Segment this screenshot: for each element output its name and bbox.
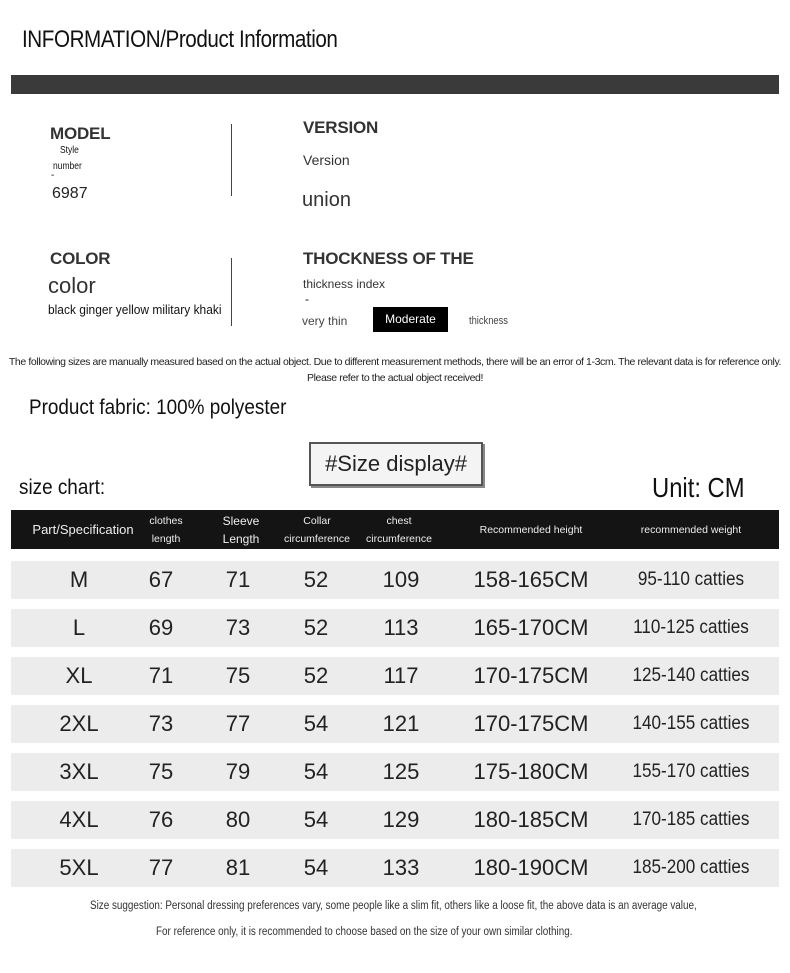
header-collar-circumference: Collar circumference xyxy=(284,514,350,545)
cell-weight: 110-125 catties xyxy=(633,617,749,638)
header-recommended-height: Recommended height xyxy=(479,523,583,536)
cell-weight: 185-200 catties xyxy=(632,857,750,878)
table-row xyxy=(11,801,779,839)
table-row xyxy=(11,561,779,599)
cell-size: XL xyxy=(65,663,93,688)
table-row xyxy=(11,657,779,695)
cell-chest: 109 xyxy=(382,567,420,592)
cell-height: 165-170CM xyxy=(473,615,589,640)
thickness-dash: - xyxy=(305,292,309,306)
size-chart-label: size chart: xyxy=(19,476,106,499)
divider-line xyxy=(231,124,232,196)
cell-sleeve-length: 75 xyxy=(225,663,251,688)
cell-collar: 54 xyxy=(303,855,329,880)
cell-height: 158-165CM xyxy=(473,567,589,592)
thickness-option-thickness: thickness xyxy=(469,315,508,327)
version-heading: VERSION xyxy=(303,118,379,137)
cell-height: 180-190CM xyxy=(473,855,589,880)
model-heading: MODEL xyxy=(50,124,111,143)
cell-size: 5XL xyxy=(59,855,99,880)
cell-weight: 125-140 catties xyxy=(632,665,750,686)
cell-weight: 140-155 catties xyxy=(632,713,750,734)
cell-size: 3XL xyxy=(59,759,99,784)
thickness-heading: THOCKNESS OF THE xyxy=(303,249,474,268)
size-suggestion-line1: Size suggestion: Personal dressing preferences vary, some people like a slim fit, others like a loose fit, the above data is an average value, xyxy=(90,900,697,912)
cell-height: 170-175CM xyxy=(473,711,589,736)
header-sleeve-length: Sleeve Length xyxy=(222,513,260,546)
cell-sleeve-length: 77 xyxy=(225,711,251,736)
size-table-header xyxy=(11,510,779,549)
cell-collar: 54 xyxy=(303,807,329,832)
header-clothes-length: clothes length xyxy=(149,514,183,545)
cell-sleeve-length: 71 xyxy=(225,567,251,592)
cell-sleeve-length: 79 xyxy=(225,759,251,784)
size-suggestion-line2: For reference only, it is recommended to choose based on the size of your own similar clothing. xyxy=(156,926,573,938)
cell-collar: 52 xyxy=(303,567,329,592)
cell-clothes-length: 73 xyxy=(148,711,174,736)
cell-weight: 170-185 catties xyxy=(632,809,750,830)
cell-collar: 52 xyxy=(303,615,329,640)
cell-chest: 133 xyxy=(382,855,420,880)
cell-collar: 54 xyxy=(303,711,329,736)
cell-collar: 52 xyxy=(303,663,329,688)
page-title: INFORMATION/Product Information xyxy=(22,26,338,53)
thickness-subheading: thickness index xyxy=(303,277,386,291)
cell-clothes-length: 76 xyxy=(148,807,174,832)
table-row xyxy=(11,849,779,887)
divider-line xyxy=(231,258,232,326)
version-value: union xyxy=(302,189,351,211)
cell-size: 2XL xyxy=(59,711,99,736)
table-row xyxy=(11,609,779,647)
cell-weight: 95-110 catties xyxy=(637,569,745,590)
cell-clothes-length: 75 xyxy=(148,759,174,784)
cell-chest: 117 xyxy=(383,663,419,688)
cell-sleeve-length: 81 xyxy=(225,855,251,880)
model-value: 6987 xyxy=(52,185,88,202)
size-display-banner: #Size display# xyxy=(309,442,483,486)
header-recommended-weight: recommended weight xyxy=(640,523,742,536)
cell-clothes-length: 77 xyxy=(148,855,174,880)
cell-chest: 129 xyxy=(382,807,420,832)
cell-size: M xyxy=(69,567,89,592)
cell-sleeve-length: 73 xyxy=(225,615,251,640)
thickness-option-moderate-selected: Moderate xyxy=(373,307,448,332)
cell-height: 180-185CM xyxy=(473,807,589,832)
cell-clothes-length: 69 xyxy=(148,615,174,640)
header-divider-bar xyxy=(11,75,779,94)
model-dash: - xyxy=(51,170,55,181)
header-chest-circumference: chest circumference xyxy=(366,514,432,545)
color-value: black ginger yellow military khaki xyxy=(48,302,222,317)
model-number-label: number xyxy=(53,161,82,172)
color-heading: COLOR xyxy=(50,249,111,268)
cell-chest: 121 xyxy=(382,711,420,736)
color-subheading: color xyxy=(48,273,96,298)
cell-chest: 125 xyxy=(382,759,420,784)
cell-clothes-length: 67 xyxy=(148,567,174,592)
cell-size: 4XL xyxy=(59,807,99,832)
cell-height: 175-180CM xyxy=(473,759,589,784)
cell-weight: 155-170 catties xyxy=(632,761,750,782)
version-subheading: Version xyxy=(303,152,350,168)
cell-collar: 54 xyxy=(303,759,329,784)
thickness-option-very-thin: very thin xyxy=(302,314,348,328)
table-row xyxy=(11,753,779,791)
model-style-label: Style xyxy=(60,145,79,156)
cell-chest: 113 xyxy=(383,615,419,640)
measurement-notice: The following sizes are manually measured based on the actual object. Due to different measurement methods, there will be an error of 1-3cm. The relevant data is for reference only. Please refer to the actual object received! xyxy=(8,356,782,384)
unit-label: Unit: CM xyxy=(652,472,745,503)
fabric-info: Product fabric: 100% polyester xyxy=(29,396,287,419)
cell-clothes-length: 71 xyxy=(148,663,174,688)
cell-sleeve-length: 80 xyxy=(225,807,251,832)
cell-height: 170-175CM xyxy=(473,663,589,688)
cell-size: L xyxy=(72,615,86,640)
header-part-specification: Part/Specification xyxy=(32,521,134,537)
table-row xyxy=(11,705,779,743)
